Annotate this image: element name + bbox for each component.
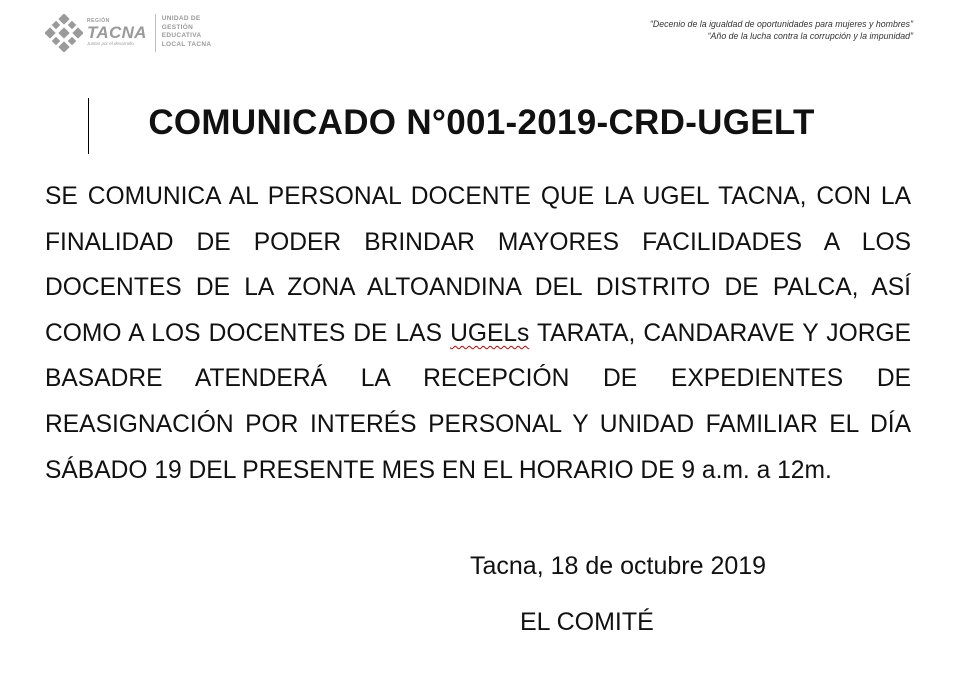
unit-line: EDUCATIVA [161,32,202,40]
unit-line: UNIDAD DE [161,15,201,22]
body-text-part: TARATA, CANDARAVE Y JORGE BASADRE ATENDERÁ LA RECEPCIÓN DE EXPEDIENTES DE REASIGNACIÓN POR INTERÉS PERSONAL Y UNIDAD FAMILIAR EL DÍA SÁBADO 19 DEL PRESENTE MES EN EL HORARIO DE 9 a.m. a 12m. [45,319,911,484]
region-wordmark [87,18,147,47]
date-line[interactable]: Tacna, 18 de octubre 2019 [470,552,767,580]
document-header [0,0,963,60]
document-title[interactable]: COMUNICADO N°001-2019-CRD-UGELT [148,103,815,142]
ugel-tacna-logo [45,14,211,52]
year-mottos [650,18,913,42]
logo-divider [155,14,156,52]
region-name: TACNA [87,23,147,42]
unit-name [162,15,212,49]
region-label: REGIÓN [87,18,110,24]
unit-line: LOCAL TACNA [161,40,212,48]
region-slogan: Juntos por el desarrollo [87,41,134,46]
region-tacna-emblem-icon [45,14,83,52]
unit-line: GESTIÓN [161,23,194,31]
motto-line: “Decenio de la igualdad de oportunidades para mujeres y hombres” [649,19,913,29]
body-text-part: SE COMUNICA AL PERSONAL DOCENTE QUE LA UGEL TACNA, CON LA FINALIDAD DE PODER BRINDAR MAYORES FACILIDADES A LOS DOCENTES DE LA ZONA ALTOANDINA DEL DISTRITO DE PALCA, ASÍ COMO A LOS DOCENTES DE LAS [45,183,911,347]
spell-flagged-word[interactable]: UGELs [450,319,530,347]
announcement-body[interactable] [45,174,911,493]
signature[interactable]: EL COMITÉ [520,608,654,636]
motto-line: “Año de la lucha contra la corrupción y la impunidad” [707,31,913,41]
